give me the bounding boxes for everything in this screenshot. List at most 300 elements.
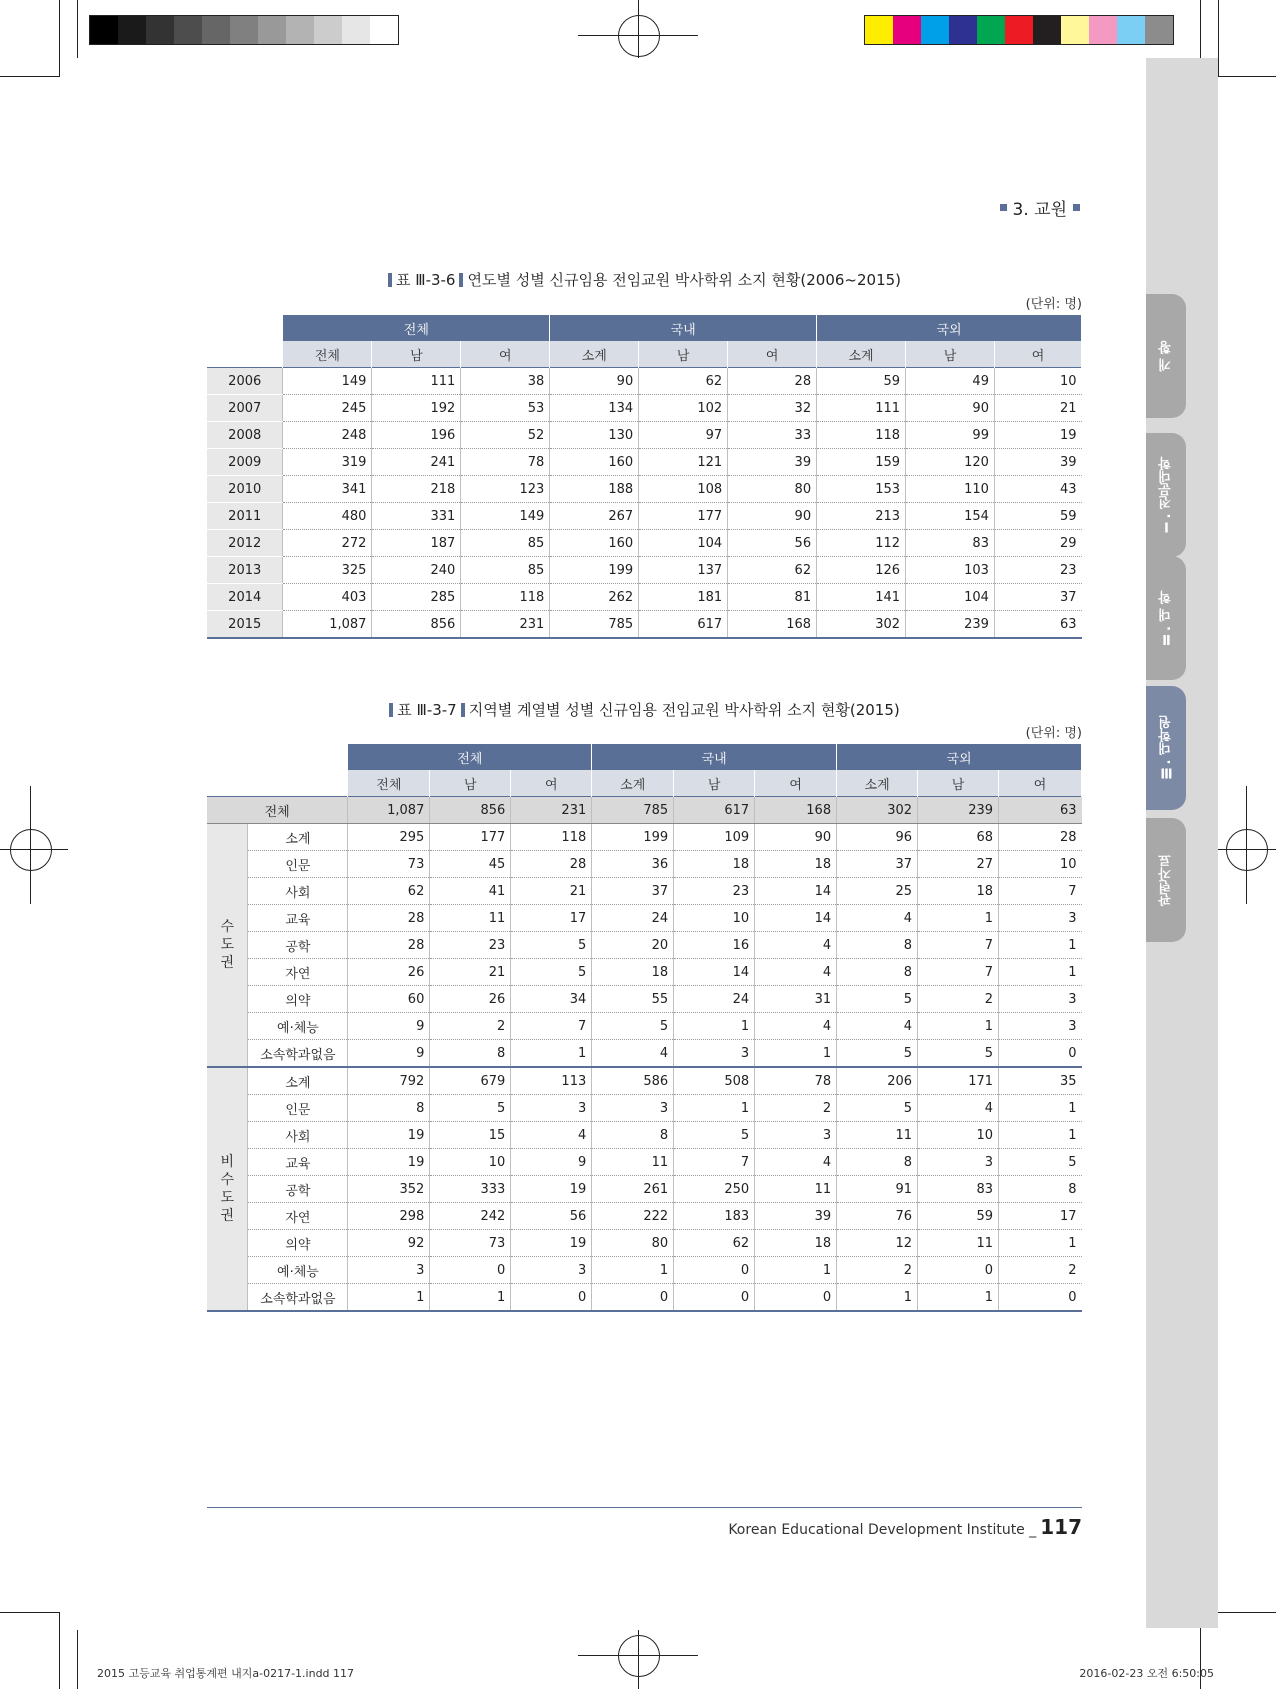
table-cell: 856 <box>430 797 511 824</box>
table-cell: 14 <box>674 959 755 986</box>
table-cell: 160 <box>550 449 639 476</box>
gray-swatch <box>370 16 398 44</box>
table-cell: 153 <box>817 476 906 503</box>
table-cell: 181 <box>639 584 728 611</box>
table-row <box>207 986 1082 1013</box>
table-cell: 4 <box>837 1013 918 1040</box>
table-cell: 3 <box>999 986 1082 1013</box>
table-cell: 81 <box>728 584 817 611</box>
table-cell: 508 <box>674 1067 755 1095</box>
table-cell: 1 <box>592 1257 674 1284</box>
table-cell: 120 <box>906 449 995 476</box>
table-cell: 56 <box>511 1203 592 1230</box>
table-cell: 8 <box>348 1095 430 1122</box>
table-cell: 7 <box>918 959 999 986</box>
table-cell: 7 <box>918 932 999 959</box>
table-row <box>207 1203 1082 1230</box>
table-cell: 856 <box>372 611 461 639</box>
table-cell: 785 <box>592 797 674 824</box>
table-row <box>207 1122 1082 1149</box>
table-row <box>207 1230 1082 1257</box>
table-cell: 24 <box>674 986 755 1013</box>
table-cell: 17 <box>999 1203 1082 1230</box>
gray-calibration-strip <box>89 15 399 45</box>
table-row <box>207 1257 1082 1284</box>
table-cell: 245 <box>283 395 372 422</box>
table-cell: 99 <box>906 422 995 449</box>
table-cell: 39 <box>755 1203 837 1230</box>
crop-mark <box>77 1630 78 1689</box>
table-cell: 18 <box>755 851 837 878</box>
table-cell: 0 <box>674 1257 755 1284</box>
table-cell: 4 <box>837 905 918 932</box>
table-cell: 28 <box>348 932 430 959</box>
column-header: 여 <box>755 770 837 797</box>
table-cell: 2 <box>430 1013 511 1040</box>
group-header: 국외 <box>817 315 1082 341</box>
table-cell: 267 <box>550 503 639 530</box>
table-cell: 28 <box>728 368 817 395</box>
table-cell: 18 <box>755 1230 837 1257</box>
table-cell: 2 <box>999 1257 1082 1284</box>
row-field: 소속학과없음 <box>248 1040 348 1068</box>
table-cell: 83 <box>918 1176 999 1203</box>
row-field: 사회 <box>248 878 348 905</box>
gray-swatch <box>342 16 370 44</box>
table-cell: 37 <box>837 851 918 878</box>
table-cell: 118 <box>511 824 592 851</box>
table-cell: 160 <box>550 530 639 557</box>
registration-mark <box>30 786 31 904</box>
column-header: 전체 <box>283 341 372 368</box>
table-cell: 21 <box>994 395 1081 422</box>
table-cell: 3 <box>755 1122 837 1149</box>
gray-swatch <box>202 16 230 44</box>
table-cell: 2 <box>837 1257 918 1284</box>
table-cell: 104 <box>906 584 995 611</box>
registration-mark <box>1246 786 1247 904</box>
table-cell: 91 <box>837 1176 918 1203</box>
registration-mark <box>1226 829 1268 871</box>
table-cell: 15 <box>430 1122 511 1149</box>
table-cell: 1 <box>674 1095 755 1122</box>
table-row <box>207 557 1082 584</box>
row-field: 자연 <box>248 959 348 986</box>
table-cell: 1 <box>755 1040 837 1068</box>
row-field: 예·체능 <box>248 1257 348 1284</box>
crop-mark <box>1200 0 1201 58</box>
corner-cell <box>207 770 348 797</box>
bar-icon <box>459 273 463 287</box>
table-cell: 1 <box>918 905 999 932</box>
group-header: 전체 <box>283 315 550 341</box>
table-cell: 341 <box>283 476 372 503</box>
row-field: 공학 <box>248 932 348 959</box>
table-row <box>207 932 1082 959</box>
column-header: 여 <box>511 770 592 797</box>
table-cell: 319 <box>283 449 372 476</box>
registration-mark <box>638 1630 639 1689</box>
table-cell: 333 <box>430 1176 511 1203</box>
side-tab-overview[interactable]: 개 황 <box>1146 294 1186 418</box>
table-cell: 34 <box>511 986 592 1013</box>
footer <box>728 1515 1082 1539</box>
table-row <box>207 530 1082 557</box>
table-cell: 1 <box>430 1284 511 1312</box>
table-cell: 9 <box>511 1149 592 1176</box>
row-label-total: 전체 <box>207 797 348 824</box>
crop-mark <box>77 0 78 58</box>
table-cell: 1,087 <box>348 797 430 824</box>
table-cell: 76 <box>837 1203 918 1230</box>
table-cell: 45 <box>430 851 511 878</box>
table-cell: 59 <box>994 503 1081 530</box>
region-char: 수 <box>220 919 234 935</box>
table-row <box>207 878 1082 905</box>
table-cell: 78 <box>755 1067 837 1095</box>
row-year: 2008 <box>207 422 283 449</box>
crop-mark <box>59 1612 60 1689</box>
table-cell: 240 <box>372 557 461 584</box>
table-cell: 19 <box>994 422 1081 449</box>
region-label <box>207 824 248 1068</box>
table-cell: 9 <box>348 1040 430 1068</box>
table-cell: 168 <box>755 797 837 824</box>
table-cell: 3 <box>511 1257 592 1284</box>
region-char: 권 <box>220 955 234 971</box>
table-cell: 1 <box>999 1230 1082 1257</box>
column-header: 남 <box>430 770 511 797</box>
table-cell: 1 <box>918 1284 999 1312</box>
table-cell: 231 <box>461 611 550 639</box>
table-cell: 59 <box>817 368 906 395</box>
table-cell: 90 <box>906 395 995 422</box>
column-header: 전체 <box>348 770 430 797</box>
table-cell: 285 <box>372 584 461 611</box>
table-cell: 261 <box>592 1176 674 1203</box>
table-cell: 108 <box>639 476 728 503</box>
table-cell: 250 <box>674 1176 755 1203</box>
table-cell: 4 <box>755 932 837 959</box>
footer-rule <box>207 1507 1082 1508</box>
table-cell: 0 <box>430 1257 511 1284</box>
slug-file-info: 2015 고등교육 취업통계편 내지a-0217-1.indd 117 <box>97 1667 355 1680</box>
table-cell: 0 <box>999 1284 1082 1312</box>
table-cell: 171 <box>918 1067 999 1095</box>
table-cell: 36 <box>592 851 674 878</box>
color-calibration-strip <box>864 15 1174 45</box>
table-cell: 199 <box>592 824 674 851</box>
table-cell: 5 <box>837 986 918 1013</box>
table-row <box>207 1040 1082 1068</box>
table-cell: 118 <box>461 584 550 611</box>
region-char: 도 <box>220 1190 234 1206</box>
table-row <box>207 1176 1082 1203</box>
registration-mark <box>618 1635 660 1677</box>
side-tab-college[interactable]: Ⅰ. 전문대학 <box>1146 433 1186 557</box>
row-field: 소계 <box>248 1067 348 1095</box>
table-cell: 617 <box>674 797 755 824</box>
color-swatch <box>1117 16 1145 44</box>
table-row <box>207 1095 1082 1122</box>
table-cell: 5 <box>592 1013 674 1040</box>
region-char: 권 <box>220 1208 234 1224</box>
table-cell: 80 <box>728 476 817 503</box>
column-header: 소계 <box>550 341 639 368</box>
column-header: 소계 <box>837 770 918 797</box>
table-cell: 7 <box>674 1149 755 1176</box>
table2-prefix: 표 Ⅲ-3-7 <box>397 701 457 719</box>
table-cell: 134 <box>550 395 639 422</box>
table-cell: 16 <box>674 932 755 959</box>
row-year: 2011 <box>207 503 283 530</box>
table-cell: 121 <box>639 449 728 476</box>
table-cell: 792 <box>348 1067 430 1095</box>
row-field: 예·체능 <box>248 1013 348 1040</box>
table-cell: 28 <box>511 851 592 878</box>
table-cell: 3 <box>348 1257 430 1284</box>
color-swatch <box>865 16 893 44</box>
table-row <box>207 959 1082 986</box>
row-field: 공학 <box>248 1176 348 1203</box>
row-year: 2006 <box>207 368 283 395</box>
row-field: 의약 <box>248 1230 348 1257</box>
table-cell: 0 <box>918 1257 999 1284</box>
gray-swatch <box>118 16 146 44</box>
table-cell: 28 <box>999 824 1082 851</box>
total-row <box>207 797 1082 824</box>
column-header: 남 <box>906 341 995 368</box>
table-cell: 248 <box>283 422 372 449</box>
row-field: 소속학과없음 <box>248 1284 348 1312</box>
gray-swatch <box>174 16 202 44</box>
table-cell: 617 <box>639 611 728 639</box>
side-tab-graduate-school[interactable]: Ⅲ. 대학원 <box>1146 686 1186 810</box>
table-cell: 28 <box>348 905 430 932</box>
table-cell: 272 <box>283 530 372 557</box>
table-cell: 18 <box>918 878 999 905</box>
table-row <box>207 584 1082 611</box>
table-cell: 1 <box>999 932 1082 959</box>
table-cell: 3 <box>999 905 1082 932</box>
column-header: 여 <box>999 770 1082 797</box>
corner-cell <box>207 315 283 341</box>
column-header: 여 <box>728 341 817 368</box>
table-cell: 92 <box>348 1230 430 1257</box>
table-cell: 1 <box>348 1284 430 1312</box>
column-header: 여 <box>461 341 550 368</box>
row-year: 2015 <box>207 611 283 639</box>
table-cell: 123 <box>461 476 550 503</box>
table-cell: 3 <box>592 1095 674 1122</box>
table-cell: 199 <box>550 557 639 584</box>
table-cell: 85 <box>461 530 550 557</box>
table-cell: 68 <box>918 824 999 851</box>
side-tab-reference[interactable]: 관련자료 <box>1146 818 1186 942</box>
table-cell: 112 <box>817 530 906 557</box>
table-cell: 2 <box>755 1095 837 1122</box>
table-cell: 14 <box>755 878 837 905</box>
table-cell: 85 <box>461 557 550 584</box>
table-cell: 5 <box>999 1149 1082 1176</box>
table-row <box>207 851 1082 878</box>
table-cell: 352 <box>348 1176 430 1203</box>
registration-mark <box>1208 849 1276 850</box>
table-cell: 168 <box>728 611 817 639</box>
table2-title <box>207 699 1082 720</box>
table-cell: 403 <box>283 584 372 611</box>
table-cell: 177 <box>430 824 511 851</box>
table-cell: 90 <box>755 824 837 851</box>
row-year: 2012 <box>207 530 283 557</box>
table-cell: 23 <box>674 878 755 905</box>
table-cell: 4 <box>755 1149 837 1176</box>
color-swatch <box>893 16 921 44</box>
table-cell: 37 <box>994 584 1081 611</box>
section-title: 3. 교원 <box>1012 200 1067 220</box>
table-cell: 1 <box>999 1122 1082 1149</box>
table-cell: 49 <box>906 368 995 395</box>
group-header: 국내 <box>592 744 837 770</box>
table-cell: 109 <box>674 824 755 851</box>
table-cell: 14 <box>755 905 837 932</box>
gray-swatch <box>230 16 258 44</box>
table1-unit: (단위: 명) <box>1025 297 1082 312</box>
registration-mark <box>618 15 660 57</box>
table-cell: 39 <box>994 449 1081 476</box>
row-field: 자연 <box>248 1203 348 1230</box>
table-cell: 62 <box>639 368 728 395</box>
table-cell: 111 <box>372 368 461 395</box>
row-field: 사회 <box>248 1122 348 1149</box>
column-header: 남 <box>372 341 461 368</box>
corner-cell <box>207 341 283 368</box>
column-header: 남 <box>674 770 755 797</box>
table-row <box>207 1067 1082 1095</box>
group-header: 전체 <box>348 744 592 770</box>
table-cell: 5 <box>430 1095 511 1122</box>
table-cell: 73 <box>430 1230 511 1257</box>
table-row <box>207 449 1082 476</box>
table-cell: 188 <box>550 476 639 503</box>
table-cell: 43 <box>994 476 1081 503</box>
table-cell: 239 <box>906 611 995 639</box>
table-cell: 18 <box>592 959 674 986</box>
table-cell: 8 <box>430 1040 511 1068</box>
table-cell: 5 <box>837 1095 918 1122</box>
crop-mark <box>0 1612 60 1613</box>
row-field: 소계 <box>248 824 348 851</box>
table-row <box>207 368 1082 395</box>
table-cell: 0 <box>592 1284 674 1312</box>
table-cell: 2 <box>918 986 999 1013</box>
gray-swatch <box>286 16 314 44</box>
region-char: 도 <box>220 937 234 953</box>
table-cell: 21 <box>511 878 592 905</box>
registration-mark <box>10 829 52 871</box>
table-cell: 62 <box>348 878 430 905</box>
table-cell: 192 <box>372 395 461 422</box>
table-cell: 90 <box>728 503 817 530</box>
table-cell: 83 <box>906 530 995 557</box>
table-cell: 149 <box>283 368 372 395</box>
region-char: 비 <box>220 1154 234 1170</box>
bar-icon <box>388 273 392 287</box>
table-cell: 62 <box>728 557 817 584</box>
table-cell: 80 <box>592 1230 674 1257</box>
table-cell: 262 <box>550 584 639 611</box>
table-row <box>207 611 1082 639</box>
table-cell: 331 <box>372 503 461 530</box>
table-cell: 96 <box>837 824 918 851</box>
side-tab-university[interactable]: Ⅱ. 대 학 <box>1146 556 1186 680</box>
table-cell: 8 <box>999 1176 1082 1203</box>
table-cell: 18 <box>674 851 755 878</box>
registration-mark <box>0 849 68 850</box>
table-cell: 38 <box>461 368 550 395</box>
table-cell: 24 <box>592 905 674 932</box>
color-swatch <box>1089 16 1117 44</box>
table-cell: 141 <box>817 584 906 611</box>
page-number: 117 <box>1040 1515 1082 1539</box>
crop-mark <box>0 76 60 77</box>
table-cell: 11 <box>918 1230 999 1257</box>
table-cell: 325 <box>283 557 372 584</box>
bar-icon <box>389 703 393 717</box>
table-cell: 11 <box>755 1176 837 1203</box>
square-bullet-icon <box>1000 204 1007 211</box>
table-cell: 29 <box>994 530 1081 557</box>
bar-icon <box>461 703 465 717</box>
table-cell: 33 <box>728 422 817 449</box>
table1-title <box>207 269 1082 290</box>
gray-swatch <box>90 16 118 44</box>
table-cell: 298 <box>348 1203 430 1230</box>
table-cell: 97 <box>639 422 728 449</box>
table-cell: 26 <box>348 959 430 986</box>
table-cell: 149 <box>461 503 550 530</box>
table-cell: 3 <box>999 1013 1082 1040</box>
table-cell: 10 <box>994 368 1081 395</box>
table-cell: 53 <box>461 395 550 422</box>
table-cell: 111 <box>817 395 906 422</box>
table-cell: 23 <box>994 557 1081 584</box>
table-cell: 4 <box>755 1013 837 1040</box>
table2-title-text: 지역별 계열별 성별 신규임용 전임교원 박사학위 소지 현황(2015) <box>468 701 900 719</box>
table-cell: 0 <box>755 1284 837 1312</box>
table-cell: 10 <box>430 1149 511 1176</box>
row-field: 교육 <box>248 905 348 932</box>
table-cell: 5 <box>918 1040 999 1068</box>
table-cell: 41 <box>430 878 511 905</box>
table-cell: 5 <box>837 1040 918 1068</box>
table-cell: 4 <box>592 1040 674 1068</box>
table-cell: 20 <box>592 932 674 959</box>
row-field: 교육 <box>248 1149 348 1176</box>
table-cell: 187 <box>372 530 461 557</box>
group-header: 국외 <box>837 744 1082 770</box>
table-cell: 39 <box>728 449 817 476</box>
region-char: 수 <box>220 1172 234 1188</box>
table-cell: 1 <box>918 1013 999 1040</box>
table-cell: 586 <box>592 1067 674 1095</box>
table-cell: 480 <box>283 503 372 530</box>
table-cell: 19 <box>511 1230 592 1257</box>
color-swatch <box>1033 16 1061 44</box>
table-cell: 63 <box>999 797 1082 824</box>
table-cell: 679 <box>430 1067 511 1095</box>
table-cell: 0 <box>999 1040 1082 1068</box>
